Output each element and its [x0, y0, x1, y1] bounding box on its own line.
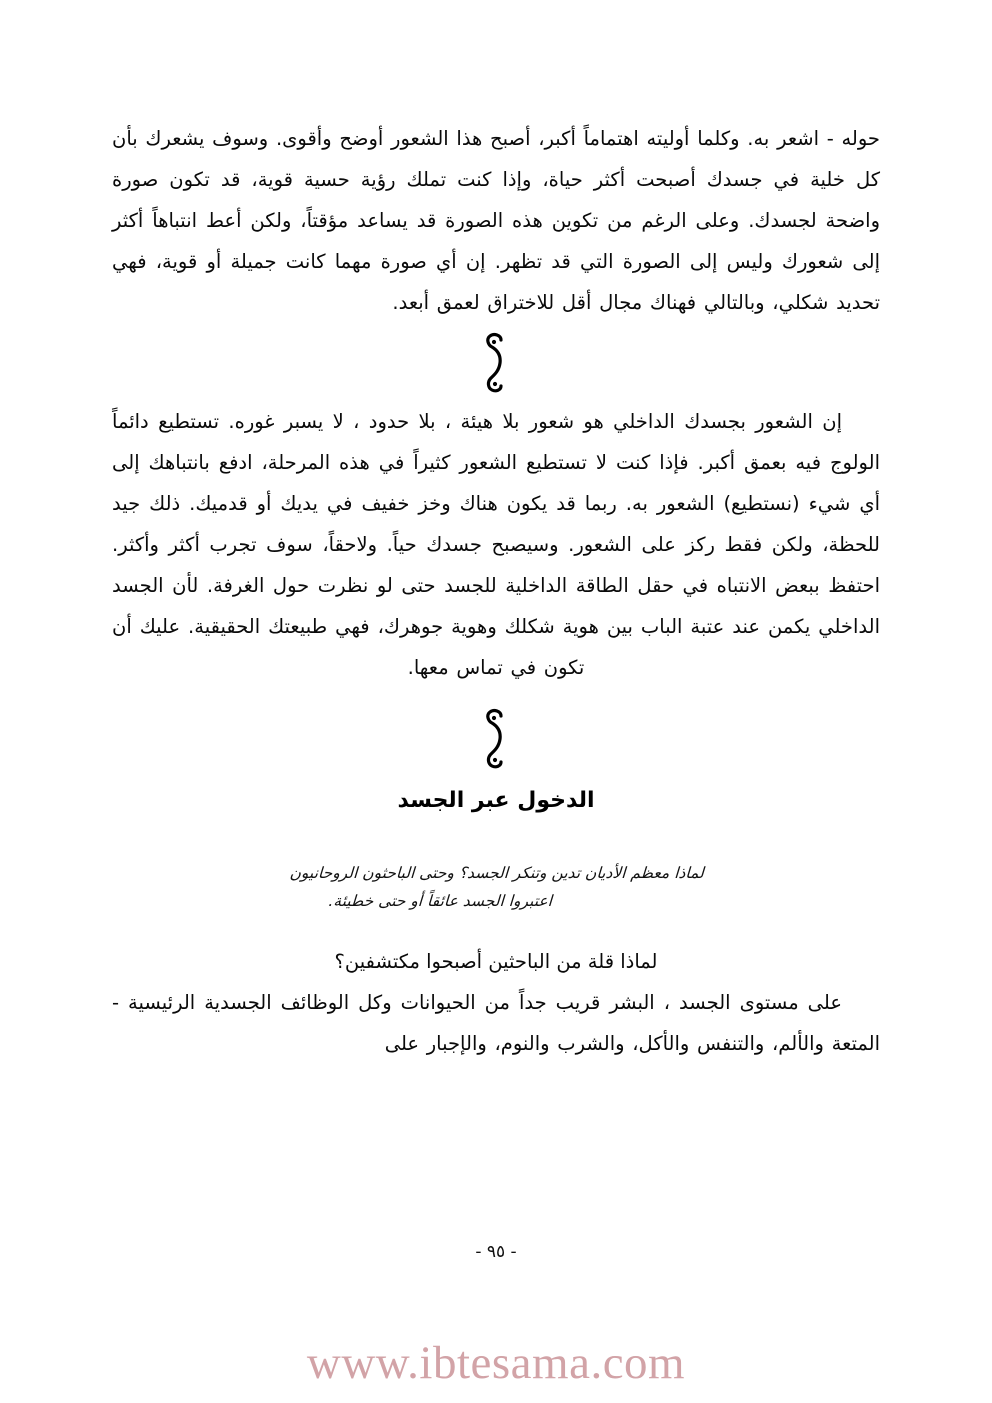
body-paragraph-2: إن الشعور بجسدك الداخلي هو شعور بلا هيئة ، بلا حدود ، لا يسبر غوره. تستطيع دائماً الولوج فيه بعمق أكبر. فإذا كنت لا تستطيع الشعور كثيراً في هذه المرحلة، ادفع بانتباهك إلى أي شيء (نستطيع) الشعور به. ربما قد يكون هناك وخز خفيف في يديك أو قدميك. ذلك جيد للحظة، ولكن فقط ركز على الشعور. وسيصبح جسدك حياً. ولاحقاً، سوف تجرب أكثر وأكثر. احتفظ ببعض الانتباه في حقل الطاقة الداخلية للجسد حتى لو نظرت حول الغرفة. لأن الجسد الداخلي يكمن عند عتبة الباب بين هوية شكلك وهوية جوهرك، فهي طبيعتك الحقيقية. عليك أن تكون في تماس معها. [112, 410, 880, 679]
flourish-ornament-1 [112, 323, 880, 401]
page-content [112, 118, 880, 1064]
section-epigraph [111, 859, 882, 915]
section-heading: الدخول عبر الجسد [397, 788, 595, 813]
flourish-ornament-icon [479, 332, 513, 394]
epigraph-line-2: اعتبروا الجسد عائقاً أو حتى خطيئة. [327, 892, 553, 910]
body-paragraph-3: على مستوى الجسد ، البشر قريب جداً من الحيوانات وكل الوظائف الجسدية الرئيسية - المتعة والألم، والتنفس والأكل، والشرب والنوم، والإجبار على [112, 991, 880, 1055]
site-watermark: www.ibtesama.com [306, 1337, 686, 1389]
flourish-ornament-2 [112, 688, 880, 788]
page-number: - ٩٥ - [475, 1242, 517, 1262]
body-paragraph-1: حوله - اشعر به. وكلما أوليته اهتماماً أكبر، أصبح هذا الشعور أوضح وأقوى. وسوف يشعرك بأن كل خلية في جسدك أصبحت أكثر حياة، وإذا كنت تملك رؤية حسية قوية، قد تكون صورة واضحة لجسدك. وعلى الرغم من تكوين هذه الصورة قد يساعد مؤقتاً، ولكن أعط انتباهاً أكثر إلى شعورك وليس إلى الصورة التي قد تظهر. إن أي صورة مهما كانت جميلة أو قوية، فهي تحديد شكلي، وبالتالي فهناك مجال أقل للاختراق لعمق أبعد. [112, 127, 880, 314]
epigraph-line-1: لماذا معظم الأديان تدين وتنكر الجسد؟ وحتى الباحثون الروحانيون [289, 864, 705, 882]
flourish-ornament-icon [479, 708, 513, 770]
section-question: لماذا قلة من الباحثين أصبحوا مكتشفين؟ [334, 950, 658, 973]
